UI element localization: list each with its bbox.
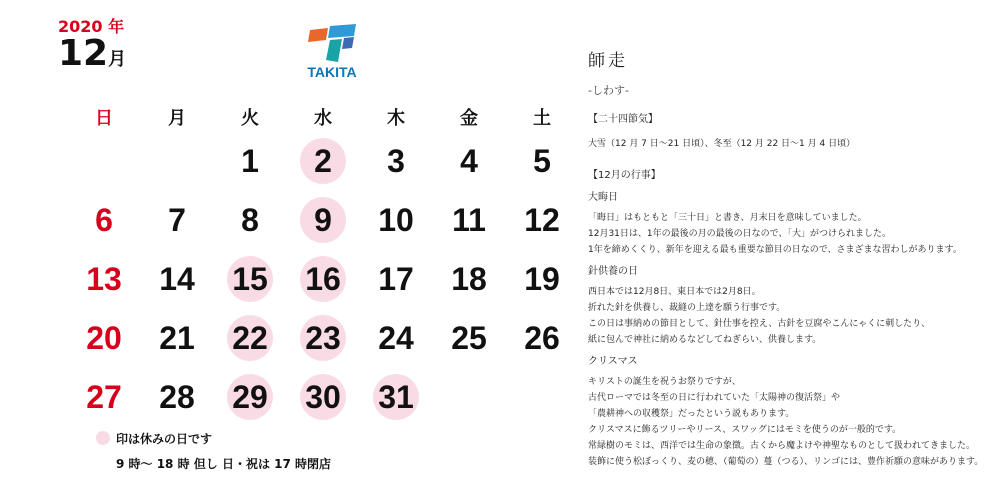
event-name: クリスマス	[588, 356, 638, 367]
day-number: 22	[232, 319, 268, 356]
calendar-day	[141, 374, 213, 420]
logo-mark-icon	[308, 24, 358, 64]
calendar-day	[214, 374, 286, 420]
calendar-day	[141, 315, 213, 361]
calendar-day	[506, 197, 578, 243]
year-label: 2020 年	[58, 17, 125, 36]
day-number: 31	[378, 378, 414, 415]
day-number: 14	[159, 260, 195, 297]
event-description-line: 12月31日は、1年の最後の月の最後の日なので、「大」がつけられました。	[588, 229, 891, 239]
weekday-label: 月	[168, 108, 186, 129]
calendar-day	[360, 315, 432, 361]
event-description-line: 古代ローマでは冬至の日に行われていた「太陽神の復活祭」や	[588, 393, 841, 403]
calendar-day	[360, 138, 432, 184]
month-unit: 月	[108, 49, 127, 70]
solar-terms-heading: 【二十四節気】	[588, 114, 658, 125]
calendar-day	[433, 256, 505, 302]
events-heading: 【12月の行事】	[588, 170, 661, 181]
event-description-line: クリスマスに飾るツリーやリース、スワッグにはモミを使うのが一般的です。	[588, 425, 902, 435]
calendar-day	[214, 138, 286, 184]
business-hours: 9 時～ 18 時 但し 日・祝は 17 時閉店	[116, 457, 331, 471]
calendar-day	[506, 256, 578, 302]
calendar-day	[214, 197, 286, 243]
event-description-line: 「晦日」はもともと「三十日」と書き、月末日を意味していました。	[588, 213, 867, 223]
weekday-label: 金	[460, 108, 478, 129]
event-description-line: 西日本では12月8日、東日本では2月8日。	[588, 287, 761, 297]
day-number: 15	[232, 260, 268, 297]
event-description-line: 「農耕神への収穫祭」だったという説もあります。	[588, 409, 795, 419]
event-name: 大晦日	[588, 192, 618, 203]
weekday-label: 水	[314, 108, 332, 129]
day-number: 12	[524, 201, 560, 238]
day-number: 19	[524, 260, 560, 297]
calendar-day	[214, 256, 286, 302]
calendar-day	[287, 315, 359, 361]
day-number: 16	[305, 260, 341, 297]
solar-terms-text: 大雪（12 月 7 日～21 日頃）、冬至（12 月 22 日～1 月 4 日頃）	[588, 139, 856, 149]
day-number: 28	[159, 378, 195, 415]
day-number: 27	[86, 378, 122, 415]
takita-logo	[302, 24, 362, 82]
day-number: 5	[533, 142, 551, 179]
calendar-day	[214, 315, 286, 361]
month-label	[58, 33, 127, 74]
day-number: 3	[387, 142, 405, 179]
month-number: 12	[58, 33, 109, 74]
weekday-label: 日	[95, 108, 113, 129]
calendar-day	[68, 197, 140, 243]
event-description-line: キリストの誕生を祝うお祭りですが、	[588, 377, 741, 387]
day-number: 18	[451, 260, 487, 297]
calendar-day	[360, 256, 432, 302]
calendar-day	[68, 256, 140, 302]
calendar-day	[506, 315, 578, 361]
day-number: 1	[241, 142, 259, 179]
day-number: 20	[86, 319, 122, 356]
calendar-day	[433, 315, 505, 361]
day-number: 9	[314, 201, 332, 238]
calendar-day	[360, 197, 432, 243]
event-description-line: この日は事納めの節目として、針仕事を控え、古針を豆腐やこんにゃくに刺したり、	[588, 319, 931, 329]
event-description-line: 1年を締めくくり、新年を迎える最も重要な節目の日なので、さまざまな習わしがあります。	[588, 245, 962, 255]
event-description-line: 常緑樹のモミは、西洋では生命の象徴。古くから魔よけや神聖なものとして扱われてきました。	[588, 441, 976, 451]
day-number: 4	[460, 142, 478, 179]
closed-legend-text: 印は休みの日です	[116, 432, 213, 446]
event-description-line: 装飾に使う松ぼっくり、麦の穂、（葡萄の）蔓（つる）、リンゴには、豊作祈願の意味があります。	[588, 457, 984, 467]
info-title: 師走	[588, 51, 628, 71]
event-description-line: 紙に包んで神社に納めるなどしてねぎらい、供養します。	[588, 335, 822, 345]
weekday-label: 木	[387, 108, 405, 129]
day-number: 6	[95, 201, 113, 238]
calendar-day	[68, 374, 140, 420]
day-number: 13	[86, 260, 122, 297]
calendar-day	[506, 138, 578, 184]
info-reading: -しわす-	[588, 84, 629, 97]
day-number: 21	[159, 319, 195, 356]
calendar-day	[433, 138, 505, 184]
weekday-header	[68, 104, 578, 132]
calendar-day	[68, 315, 140, 361]
calendar-day	[141, 256, 213, 302]
calendar-day	[360, 374, 432, 420]
weekday-label: 土	[533, 108, 551, 129]
calendar-day	[433, 197, 505, 243]
weekday-label: 火	[241, 108, 259, 129]
day-number: 10	[378, 201, 414, 238]
day-number: 7	[168, 201, 186, 238]
day-number: 25	[451, 319, 487, 356]
event-description-line: 折れた針を供養し、裁縫の上達を願う行事です。	[588, 303, 786, 313]
calendar-day	[287, 197, 359, 243]
day-number: 8	[241, 201, 259, 238]
calendar-day	[141, 197, 213, 243]
calendar-day	[287, 374, 359, 420]
logo-text: TAKITA	[307, 64, 357, 80]
event-name: 針供養の日	[588, 266, 638, 277]
closed-marker-icon	[96, 431, 110, 445]
day-number: 11	[452, 201, 486, 238]
day-number: 24	[378, 319, 414, 356]
day-number: 26	[524, 319, 560, 356]
day-number: 29	[232, 378, 268, 415]
day-number: 17	[378, 260, 414, 297]
calendar-day	[287, 256, 359, 302]
day-number: 30	[305, 378, 341, 415]
day-number: 23	[305, 319, 341, 356]
calendar-day	[287, 138, 359, 184]
day-number: 2	[314, 142, 332, 179]
